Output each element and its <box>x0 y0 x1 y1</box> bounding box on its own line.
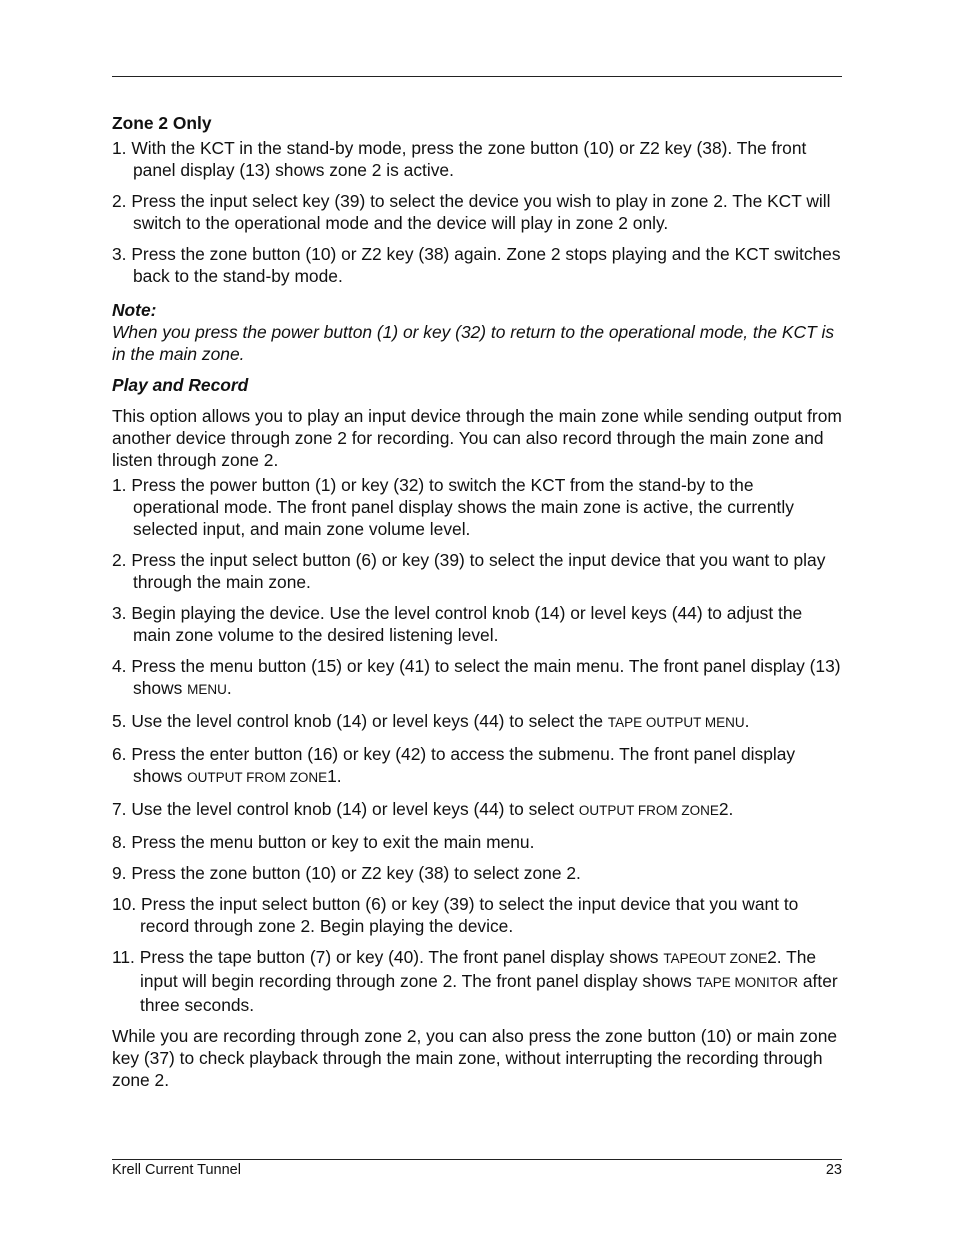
list-item <box>112 946 844 1016</box>
list-item <box>112 743 844 789</box>
list-item <box>112 655 844 701</box>
list-item: 3. Begin playing the device. Use the level control knob (14) or level keys (44) to adjust the main zone volume to the desired listening level. <box>112 603 803 645</box>
step-text: 6. Press the enter button (16) or key (42) to access the submenu. The front panel display shows <box>112 744 796 786</box>
display-text: OUTPUT FROM ZONE <box>578 803 719 818</box>
list-item: 9. Press the zone button (10) or Z2 key (38) to select zone 2. <box>112 863 581 883</box>
list-item <box>112 710 844 734</box>
list-item: 10. Press the input select button (6) or key (39) to select the input device that you want to record through zone 2. Begin playing the device. <box>112 894 799 936</box>
step-text: 1. <box>327 766 342 786</box>
step-text: 4. Press the menu button (15) or key (41) to select the main menu. The front panel display (13) shows <box>112 656 841 698</box>
footer-rule <box>112 1159 842 1160</box>
list-item <box>112 798 844 822</box>
step-text: after three seconds. <box>140 971 838 1015</box>
closing-paragraph: While you are recording through zone 2, you can also press the zone button (10) or main zone key (37) to check playback through the main zone, without interrupting the recording through zone 2. <box>112 1026 838 1090</box>
note-label: Note: <box>112 300 157 320</box>
page-number: 23 <box>825 1162 842 1178</box>
page-content <box>112 112 844 1094</box>
display-text: TAPE MONITOR <box>696 975 799 990</box>
step-text: 2. <box>718 799 734 819</box>
step-text: 7. Use the level control knob (14) or level keys (44) to select <box>112 799 579 819</box>
section-heading-play-and-record: Play and Record <box>112 375 249 395</box>
step-text: . <box>744 711 750 731</box>
step-text: 2. The input will begin recording through zone 2. The front panel display shows <box>140 947 817 991</box>
note-text: When you press the power button (1) or key (32) to return to the operational mode, the KCT is in the main zone. <box>112 322 835 364</box>
section-heading-zone2-only: Zone 2 Only <box>112 113 212 133</box>
play-record-steps-list <box>112 474 844 1016</box>
step-text: 5. Use the level control knob (14) or level keys (44) to select the <box>112 711 608 731</box>
intro-paragraph: This option allows you to play an input device through the main zone while sending output from another device through zone 2 for recording. You can also record through the main zone and listen through zone 2. <box>112 406 842 470</box>
display-text: OUTPUT FROM ZONE <box>187 770 328 785</box>
list-item: 8. Press the menu button or key to exit the main menu. <box>112 832 535 852</box>
step-text: . <box>226 678 232 698</box>
display-text: TAPE OUTPUT MENU <box>607 715 745 730</box>
list-item: 1. With the KCT in the stand-by mode, press the zone button (10) or Z2 key (38). The front panel display (13) shows zone 2 is active. <box>112 138 807 180</box>
list-item: 2. Press the input select key (39) to select the device you wish to play in zone 2. The KCT will switch to the operational mode and the device will play in zone 2 only. <box>112 191 831 233</box>
display-text: TAPEOUT ZONE <box>663 951 768 966</box>
zone2-steps-list <box>112 137 844 287</box>
display-text: MENU <box>187 682 227 697</box>
page-footer <box>112 1161 842 1179</box>
list-item: 2. Press the input select button (6) or key (39) to select the input device that you want to play through the main zone. <box>112 550 826 592</box>
header-rule <box>112 76 842 77</box>
list-item: 3. Press the zone button (10) or Z2 key (38) again. Zone 2 stops playing and the KCT switches back to the stand-by mode. <box>112 244 841 286</box>
step-text: 11. Press the tape button (7) or key (40). The front panel display shows <box>112 947 664 967</box>
list-item: 1. Press the power button (1) or key (32) to switch the KCT from the stand-by to the operational mode. The front panel display shows the main zone is active, the currently selected input, and main zone volume level. <box>112 475 794 539</box>
footer-title: Krell Current Tunnel <box>112 1162 241 1178</box>
